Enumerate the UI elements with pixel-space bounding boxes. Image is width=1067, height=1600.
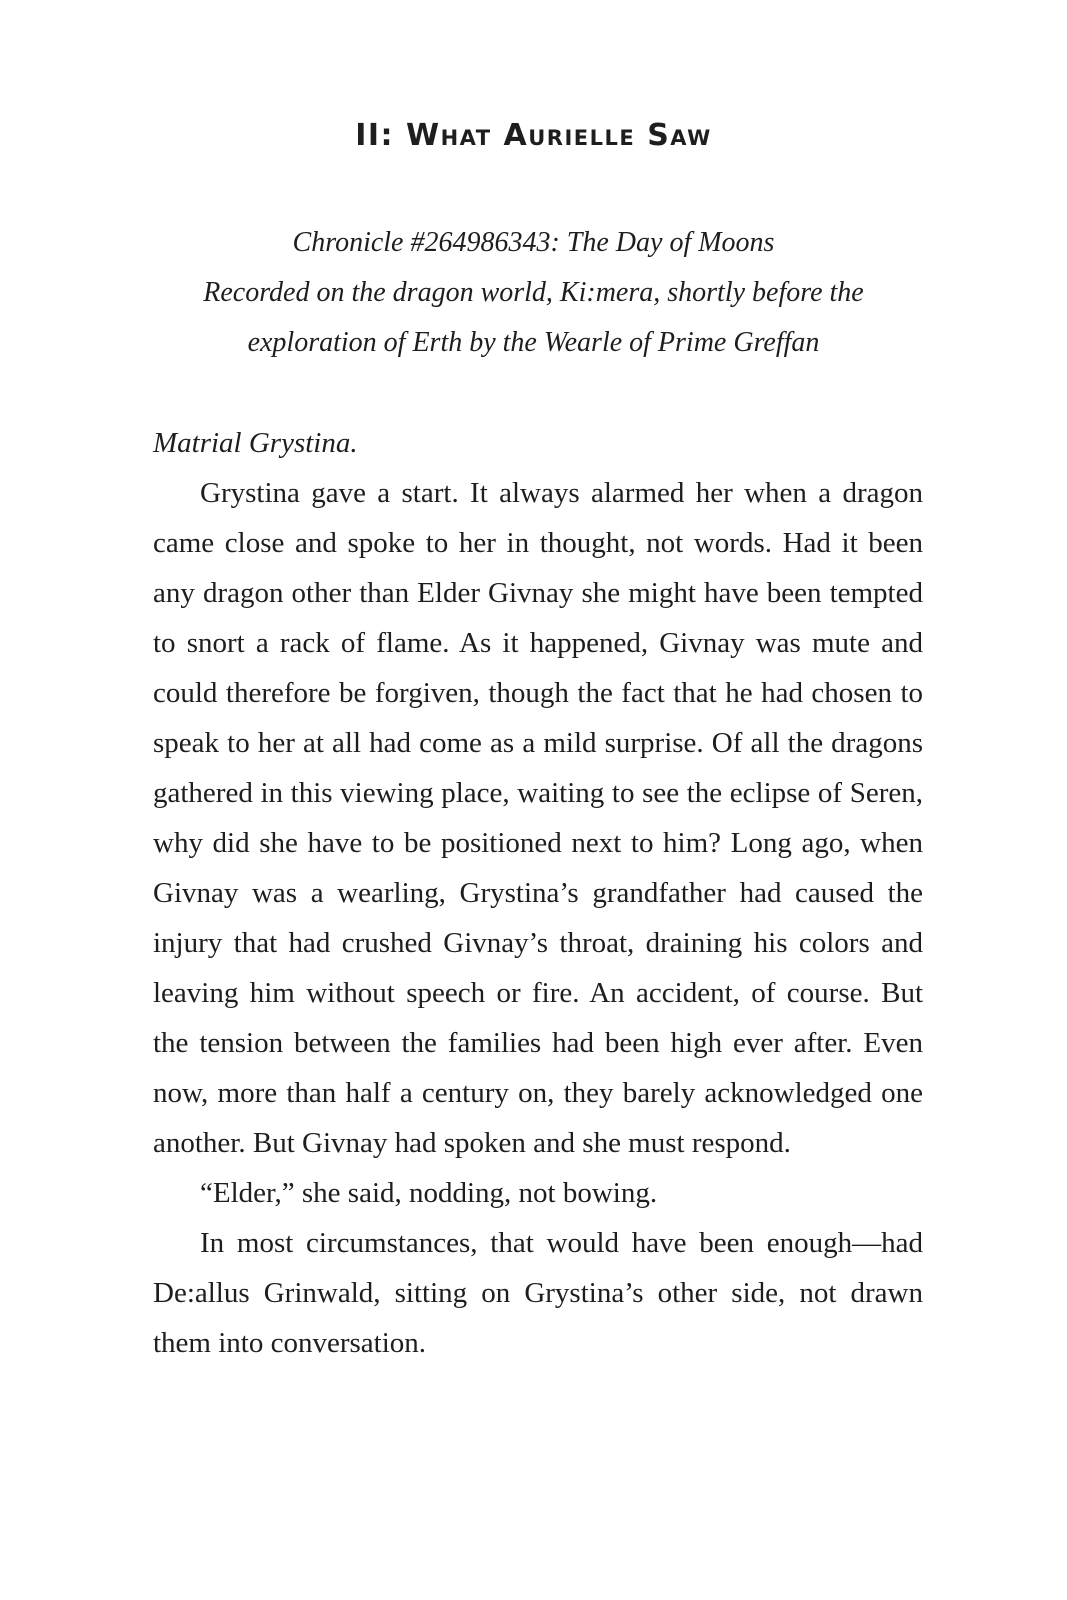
epigraph-line: Recorded on the dragon world, Ki:mera, shortly before the <box>203 277 864 308</box>
chapter-title: II: What Aurielle Saw <box>355 118 712 153</box>
epigraph-line: Chronicle #264986343: The Day of Moons <box>292 227 775 258</box>
epigraph-line: exploration of Erth by the Wearle of Prime Greffan <box>247 327 820 358</box>
body-paragraph: “Elder,” she said, nodding, not bowing. <box>200 1177 658 1209</box>
body-paragraph: In most circumstances, that would have been enough—had De:allus Grinwald, sitting on Grystina’s other side, not drawn them into conversation. <box>153 1227 923 1359</box>
body-paragraph: Grystina gave a start. It always alarmed her when a dragon came close and spoke to her in thought, not words. Had it been any dragon other than Elder Givnay she might have been tempted to snort a rack of flame. As it happened, Givnay was mute and could therefore be forgiven, though the fact that he had chosen to speak to her at all had come as a mild surprise. Of all the dragons gathered in this viewing place, waiting to see the eclipse of Seren, why did she have to be positioned next to him? Long ago, when Givnay was a wearling, Grystina’s grandfather had caused the injury that had crushed Givnay’s throat, draining his colors and leaving him without speech or fire. An accident, of course. But the tension between the families had been high ever after. Even now, more than half a century on, they barely acknowledged one another. But Givnay had spoken and she must respond. <box>153 477 923 1159</box>
chronicle-epigraph <box>0 218 1067 368</box>
thought-speech-line: Matrial Grystina. <box>153 427 358 459</box>
chapter-body <box>153 418 923 1368</box>
